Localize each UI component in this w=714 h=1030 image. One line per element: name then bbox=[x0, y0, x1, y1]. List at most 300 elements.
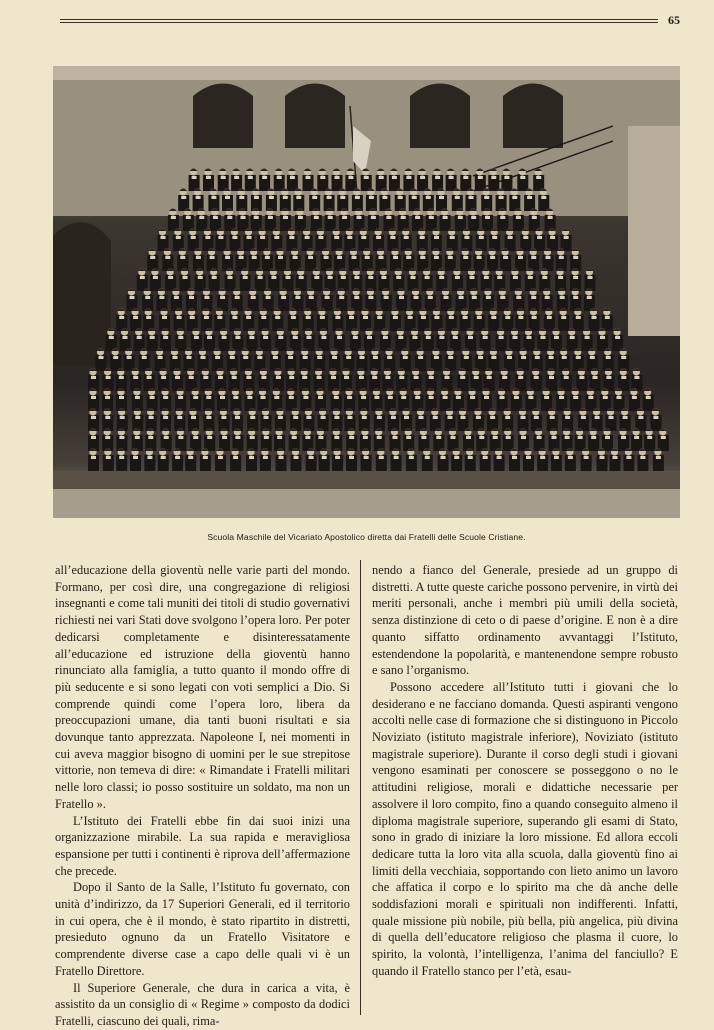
student-collar bbox=[396, 276, 401, 279]
student-collar bbox=[468, 456, 473, 459]
student-collar bbox=[317, 376, 322, 379]
student-collar bbox=[309, 296, 314, 299]
student-collar bbox=[435, 176, 440, 179]
student-collar bbox=[640, 456, 645, 459]
student-collar bbox=[340, 196, 345, 199]
student-collar bbox=[222, 436, 227, 439]
student-collar bbox=[257, 356, 262, 359]
student-collar bbox=[492, 236, 497, 239]
student-collar bbox=[576, 356, 581, 359]
student-collar bbox=[145, 296, 150, 299]
student-collar bbox=[99, 356, 104, 359]
student-collar bbox=[605, 316, 610, 319]
student-collar bbox=[478, 176, 483, 179]
student-collar bbox=[369, 196, 374, 199]
student-collar bbox=[573, 256, 578, 259]
student-collar bbox=[399, 376, 404, 379]
student-collar bbox=[232, 316, 237, 319]
student-collar bbox=[585, 336, 590, 339]
student-collar bbox=[168, 276, 173, 279]
student-collar bbox=[426, 196, 431, 199]
student-collar bbox=[458, 216, 463, 219]
student-collar bbox=[503, 256, 508, 259]
student-collar bbox=[606, 356, 611, 359]
student-collar bbox=[371, 216, 376, 219]
student-collar bbox=[531, 256, 536, 259]
student-collar bbox=[418, 356, 423, 359]
student-collar bbox=[448, 416, 453, 419]
student-collar bbox=[464, 236, 469, 239]
student-collar bbox=[127, 356, 132, 359]
student-collar bbox=[296, 196, 301, 199]
photograph-drawing bbox=[53, 66, 680, 518]
student-collar bbox=[364, 176, 369, 179]
student-collar bbox=[500, 296, 505, 299]
student-collar bbox=[314, 276, 319, 279]
header-rule bbox=[60, 19, 658, 23]
student-collar bbox=[500, 396, 505, 399]
student-collar bbox=[526, 456, 531, 459]
left-archway bbox=[53, 222, 111, 366]
student-collar bbox=[474, 376, 479, 379]
student-collar bbox=[393, 436, 398, 439]
student-collar bbox=[335, 316, 340, 319]
student-collar bbox=[305, 236, 310, 239]
student-collar bbox=[344, 376, 349, 379]
student-collar bbox=[541, 336, 546, 339]
student-collar bbox=[178, 336, 183, 339]
student-collar bbox=[227, 216, 232, 219]
student-collar bbox=[243, 356, 248, 359]
student-collar bbox=[289, 236, 294, 239]
student-collar bbox=[254, 216, 259, 219]
student-collar bbox=[293, 336, 298, 339]
student-collar bbox=[263, 336, 268, 339]
student-collar bbox=[173, 356, 178, 359]
student-collar bbox=[561, 316, 566, 319]
student-collar bbox=[439, 196, 444, 199]
student-collar bbox=[547, 316, 552, 319]
student-collar bbox=[544, 396, 549, 399]
student-collar bbox=[661, 436, 666, 439]
student-collar bbox=[243, 276, 248, 279]
student-collar bbox=[505, 316, 510, 319]
student-collar bbox=[292, 436, 297, 439]
student-collar bbox=[399, 296, 404, 299]
student-collar bbox=[232, 236, 237, 239]
student-collar bbox=[573, 396, 578, 399]
student-collar bbox=[376, 236, 381, 239]
photo-caption: Scuola Maschile del Vicariato Apostolico diretta dai Fratelli delle Scuole Cristiane. bbox=[207, 532, 526, 542]
student-collar bbox=[339, 296, 344, 299]
student-hair bbox=[603, 309, 611, 312]
student-collar bbox=[206, 416, 211, 419]
student-collar bbox=[540, 456, 545, 459]
student-collar bbox=[261, 376, 266, 379]
student-collar bbox=[444, 296, 449, 299]
student-collar bbox=[105, 436, 110, 439]
student-collar bbox=[334, 396, 339, 399]
student-collar bbox=[269, 196, 274, 199]
student-collar bbox=[365, 256, 370, 259]
student-collar bbox=[283, 216, 288, 219]
student-collar bbox=[463, 256, 468, 259]
student-collar bbox=[178, 436, 183, 439]
student-collar bbox=[439, 276, 444, 279]
student-collar bbox=[321, 416, 326, 419]
student-collar bbox=[532, 316, 537, 319]
student-collar bbox=[119, 376, 124, 379]
student-collar bbox=[449, 316, 454, 319]
student-collar bbox=[291, 316, 296, 319]
student-collar bbox=[408, 316, 413, 319]
student-collar bbox=[479, 436, 484, 439]
student-collar bbox=[337, 336, 342, 339]
student-collar bbox=[189, 296, 194, 299]
student-collar bbox=[334, 416, 339, 419]
student-collar bbox=[477, 316, 482, 319]
student-collar bbox=[228, 276, 233, 279]
student-hair bbox=[128, 289, 136, 292]
student-collar bbox=[441, 456, 446, 459]
article-right-column bbox=[372, 562, 678, 980]
student-collar bbox=[161, 456, 166, 459]
student-collar bbox=[552, 436, 557, 439]
arched-window bbox=[193, 84, 253, 149]
student-collar bbox=[286, 276, 291, 279]
student-collar bbox=[443, 216, 448, 219]
student-collar bbox=[318, 436, 323, 439]
student-collar bbox=[106, 376, 111, 379]
student-collar bbox=[261, 396, 266, 399]
student-collar bbox=[312, 196, 317, 199]
student-collar bbox=[176, 236, 181, 239]
student-collar bbox=[391, 416, 396, 419]
student-collar bbox=[190, 316, 195, 319]
student-collar bbox=[638, 416, 643, 419]
student-collar bbox=[295, 296, 300, 299]
student-collar bbox=[321, 336, 326, 339]
student-collar bbox=[235, 296, 240, 299]
student-collar bbox=[403, 356, 408, 359]
student-collar bbox=[374, 396, 379, 399]
student-collar bbox=[434, 256, 439, 259]
student-collar bbox=[91, 416, 96, 419]
student-collar bbox=[264, 436, 269, 439]
student-collar bbox=[535, 356, 540, 359]
student-collar bbox=[198, 276, 203, 279]
student-collar bbox=[459, 296, 464, 299]
student-collar bbox=[491, 316, 496, 319]
student-collar bbox=[278, 256, 283, 259]
student-collar bbox=[550, 416, 555, 419]
student-collar bbox=[456, 396, 461, 399]
student-collar bbox=[133, 376, 138, 379]
student-collar bbox=[220, 296, 225, 299]
student-collar bbox=[187, 356, 192, 359]
student-collar bbox=[354, 296, 359, 299]
student-collar bbox=[349, 456, 354, 459]
student-collar bbox=[294, 456, 299, 459]
student-collar bbox=[507, 356, 512, 359]
student-collar bbox=[578, 436, 583, 439]
student-collar bbox=[204, 296, 209, 299]
student-collar bbox=[163, 396, 168, 399]
student-collar bbox=[123, 336, 128, 339]
student-collar bbox=[453, 336, 458, 339]
student-collar bbox=[193, 436, 198, 439]
student-collar bbox=[420, 236, 425, 239]
student-collar bbox=[119, 316, 124, 319]
student-collar bbox=[406, 176, 411, 179]
student-collar bbox=[174, 296, 179, 299]
student-collar bbox=[646, 396, 651, 399]
student-collar bbox=[426, 336, 431, 339]
student-collar bbox=[347, 236, 352, 239]
paragraph: L’Istituto dei Fratelli ebbe fin dai suoi inizi una organizzazione mirabile. La sua rapida e meravigliosa espansione per tutti i continenti è riprova dell’affermazione che precede. bbox=[55, 813, 350, 878]
student-collar bbox=[603, 396, 608, 399]
student-collar bbox=[521, 416, 526, 419]
student-collar bbox=[188, 456, 193, 459]
student-collar bbox=[191, 416, 196, 419]
student-collar bbox=[632, 396, 637, 399]
student-collar bbox=[241, 216, 246, 219]
student-collar bbox=[545, 296, 550, 299]
student-collar bbox=[247, 236, 252, 239]
student-collar bbox=[404, 416, 409, 419]
student-collar bbox=[385, 376, 390, 379]
student-collar bbox=[363, 316, 368, 319]
student-collar bbox=[258, 276, 263, 279]
student-collar bbox=[191, 236, 196, 239]
student-collar bbox=[584, 456, 589, 459]
student-collar bbox=[289, 396, 294, 399]
student-collar bbox=[283, 196, 288, 199]
student-collar bbox=[239, 256, 244, 259]
student-collar bbox=[550, 236, 555, 239]
student-collar bbox=[250, 416, 255, 419]
student-collar bbox=[549, 376, 554, 379]
student-collar bbox=[357, 216, 362, 219]
student-collar bbox=[133, 456, 138, 459]
student-collar bbox=[477, 256, 482, 259]
student-collar bbox=[150, 396, 155, 399]
student-collar bbox=[163, 416, 168, 419]
student-collar bbox=[537, 436, 542, 439]
student-collar bbox=[250, 436, 255, 439]
student-collar bbox=[429, 396, 434, 399]
student-collar bbox=[232, 376, 237, 379]
student-collar bbox=[153, 276, 158, 279]
student-collar bbox=[334, 236, 339, 239]
student-collar bbox=[235, 436, 240, 439]
student-collar bbox=[215, 356, 220, 359]
student-collar bbox=[271, 276, 276, 279]
student-collar bbox=[147, 456, 152, 459]
student-collar bbox=[386, 216, 391, 219]
student-collar bbox=[161, 236, 166, 239]
student-collar bbox=[135, 436, 140, 439]
student-collar bbox=[521, 356, 526, 359]
student-collar bbox=[425, 456, 430, 459]
right-pillar bbox=[628, 126, 680, 336]
student-collar bbox=[309, 456, 314, 459]
student-collar bbox=[565, 436, 570, 439]
student-collar bbox=[140, 276, 145, 279]
student-collar bbox=[466, 436, 471, 439]
student-collar bbox=[429, 216, 434, 219]
student-collar bbox=[306, 176, 311, 179]
student-collar bbox=[247, 396, 252, 399]
student-collar bbox=[308, 256, 313, 259]
student-collar bbox=[394, 456, 399, 459]
student-collar bbox=[521, 436, 526, 439]
student-collar bbox=[491, 176, 496, 179]
student-collar bbox=[379, 176, 384, 179]
student-collar bbox=[175, 376, 180, 379]
student-collar bbox=[171, 216, 176, 219]
student-collar bbox=[523, 236, 528, 239]
student-collar bbox=[254, 196, 259, 199]
student-collar bbox=[448, 256, 453, 259]
student-collar bbox=[113, 356, 118, 359]
student-collar bbox=[546, 256, 551, 259]
student-collar bbox=[420, 256, 425, 259]
student-collar bbox=[485, 216, 490, 219]
student-collar bbox=[239, 196, 244, 199]
student-collar bbox=[527, 196, 532, 199]
student-collar bbox=[623, 416, 628, 419]
student-collar bbox=[318, 236, 323, 239]
student-collar bbox=[159, 296, 164, 299]
student-collar bbox=[180, 256, 185, 259]
student-collar bbox=[189, 376, 194, 379]
student-collar bbox=[248, 176, 253, 179]
student-collar bbox=[434, 236, 439, 239]
student-collar bbox=[199, 216, 204, 219]
student-collar bbox=[448, 356, 453, 359]
student-collar bbox=[225, 196, 230, 199]
student-collar bbox=[281, 296, 286, 299]
student-collar bbox=[273, 356, 278, 359]
student-collar bbox=[252, 256, 257, 259]
student-collar bbox=[175, 456, 180, 459]
student-collar bbox=[516, 216, 521, 219]
student-collar bbox=[276, 376, 281, 379]
student-collar bbox=[499, 336, 504, 339]
student-collar bbox=[379, 456, 384, 459]
student-hair bbox=[571, 249, 579, 252]
student-collar bbox=[472, 296, 477, 299]
student-collar bbox=[268, 216, 273, 219]
student-collar bbox=[484, 196, 489, 199]
student-collar bbox=[425, 276, 430, 279]
student-collar bbox=[537, 236, 542, 239]
student-collar bbox=[331, 376, 336, 379]
student-collar bbox=[324, 256, 329, 259]
student-collar bbox=[361, 396, 366, 399]
student-collar bbox=[360, 356, 365, 359]
student-collar bbox=[490, 416, 495, 419]
student-collar bbox=[193, 396, 198, 399]
student-collar bbox=[320, 176, 325, 179]
student-collar bbox=[415, 216, 420, 219]
student-collar bbox=[290, 176, 295, 179]
student-collar bbox=[579, 376, 584, 379]
student-collar bbox=[288, 356, 293, 359]
student-collar bbox=[634, 376, 639, 379]
student-collar bbox=[161, 376, 166, 379]
student-hair bbox=[562, 229, 570, 232]
student-collar bbox=[135, 416, 140, 419]
student-collar bbox=[146, 316, 151, 319]
student-collar bbox=[164, 436, 169, 439]
student-collar bbox=[260, 236, 265, 239]
student-collar bbox=[393, 256, 398, 259]
student-collar bbox=[130, 296, 135, 299]
student-collar bbox=[626, 456, 631, 459]
student-collar bbox=[504, 176, 509, 179]
student-collar bbox=[149, 416, 154, 419]
student-collar bbox=[617, 396, 622, 399]
student-collar bbox=[455, 276, 460, 279]
student-collar bbox=[483, 336, 488, 339]
student-collar bbox=[142, 356, 147, 359]
student-collar bbox=[500, 216, 505, 219]
student-collar bbox=[605, 436, 610, 439]
student-collar bbox=[249, 336, 254, 339]
student-collar bbox=[361, 236, 366, 239]
student-collar bbox=[221, 416, 226, 419]
student-collar bbox=[401, 396, 406, 399]
student-collar bbox=[559, 396, 564, 399]
student-collar bbox=[621, 436, 626, 439]
student-hair bbox=[633, 369, 641, 372]
student-collar bbox=[497, 276, 502, 279]
student-collar bbox=[518, 256, 523, 259]
student-collar bbox=[621, 356, 626, 359]
student-collar bbox=[203, 376, 208, 379]
student-collar bbox=[222, 336, 227, 339]
student-collar bbox=[293, 416, 298, 419]
courtyard-ground bbox=[53, 489, 680, 518]
student-collar bbox=[470, 276, 475, 279]
student-hair bbox=[613, 329, 621, 332]
student-collar bbox=[325, 296, 330, 299]
student-collar bbox=[109, 336, 114, 339]
student-hair bbox=[644, 389, 652, 392]
student-collar bbox=[192, 176, 197, 179]
student-collar bbox=[512, 456, 517, 459]
student-collar bbox=[306, 316, 311, 319]
student-collar bbox=[317, 356, 322, 359]
student-collar bbox=[487, 376, 492, 379]
student-collar bbox=[262, 176, 267, 179]
student-collar bbox=[513, 276, 518, 279]
student-collar bbox=[106, 456, 111, 459]
student-collar bbox=[158, 356, 163, 359]
student-collar bbox=[592, 316, 597, 319]
student-collar bbox=[534, 416, 539, 419]
student-collar bbox=[451, 436, 456, 439]
student-collar bbox=[246, 316, 251, 319]
student-collar bbox=[204, 316, 209, 319]
student-collar bbox=[404, 236, 409, 239]
student-collar bbox=[359, 376, 364, 379]
facade-cornice bbox=[53, 66, 680, 80]
student-collar bbox=[119, 396, 124, 399]
student-collar bbox=[464, 356, 469, 359]
